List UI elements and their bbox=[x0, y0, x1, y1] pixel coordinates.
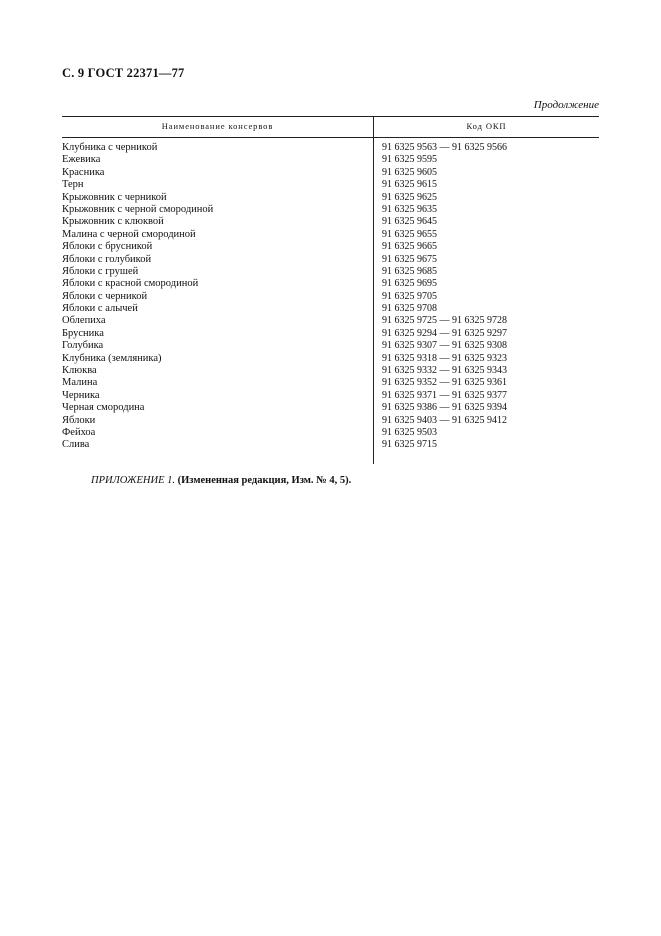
product-name-cell: Яблоки с грушей bbox=[62, 265, 139, 277]
okp-code-cell: 91 6325 9332 — 91 6325 9343 bbox=[382, 365, 507, 377]
product-name-cell: Ежевика bbox=[62, 154, 101, 166]
table-row bbox=[62, 427, 599, 439]
product-name-cell: Красника bbox=[62, 166, 105, 178]
product-name-cell: Крыжовник с черникой bbox=[62, 191, 167, 203]
table-row bbox=[62, 340, 599, 352]
okp-code-cell: 91 6325 9294 — 91 6325 9297 bbox=[382, 327, 507, 339]
okp-code-cell: 91 6325 9371 — 91 6325 9377 bbox=[382, 389, 507, 401]
table-row bbox=[62, 353, 599, 365]
column-header-name: Наименование консервов bbox=[161, 121, 274, 131]
product-name-cell: Голубика bbox=[62, 340, 104, 352]
okp-code-cell: 91 6325 9625 bbox=[382, 191, 437, 203]
okp-code-cell: 91 6325 9705 bbox=[382, 290, 437, 302]
okp-code-cell: 91 6325 9386 — 91 6325 9394 bbox=[382, 402, 507, 414]
table-row bbox=[62, 365, 599, 377]
table-row bbox=[62, 390, 599, 402]
product-name-cell: Брусника bbox=[62, 327, 104, 339]
product-name-cell: Клубника с черникой bbox=[62, 142, 158, 153]
product-name-cell: Яблоки с красной смородиной bbox=[62, 278, 199, 290]
table-row bbox=[62, 278, 599, 290]
okp-code-cell: 91 6325 9318 — 91 6325 9323 bbox=[382, 352, 507, 364]
table-row bbox=[62, 254, 599, 266]
table-header-rule bbox=[62, 137, 599, 138]
table-row bbox=[62, 315, 599, 327]
table-row bbox=[62, 291, 599, 303]
product-name-cell: Яблоки с алычей bbox=[62, 303, 138, 315]
okp-code-cell: 91 6325 9615 bbox=[382, 179, 437, 191]
table-row bbox=[62, 142, 599, 154]
table-row bbox=[62, 192, 599, 204]
product-name-cell: Яблоки с брусникой bbox=[62, 241, 153, 253]
product-name-cell: Клюква bbox=[62, 365, 97, 377]
table-row bbox=[62, 204, 599, 216]
product-name-cell: Слива bbox=[62, 439, 90, 451]
product-name-cell: Черная смородина bbox=[62, 402, 145, 414]
okp-code-cell: 91 6325 9307 — 91 6325 9308 bbox=[382, 340, 507, 352]
product-name-cell: Малина с черной смородиной bbox=[62, 228, 196, 240]
okp-code-cell: 91 6325 9563 — 91 6325 9566 bbox=[382, 142, 507, 153]
table-row bbox=[62, 266, 599, 278]
page-header: С. 9 ГОСТ 22371—77 bbox=[62, 66, 185, 80]
okp-code-cell: 91 6325 9708 bbox=[382, 303, 437, 315]
table-row bbox=[62, 303, 599, 315]
product-name-cell: Яблоки с голубикой bbox=[62, 253, 152, 265]
table-body bbox=[62, 142, 599, 452]
okp-code-cell: 91 6325 9715 bbox=[382, 439, 437, 451]
okp-code-cell: 91 6325 9685 bbox=[382, 265, 437, 277]
okp-code-cell: 91 6325 9503 bbox=[382, 426, 437, 438]
okp-code-cell: 91 6325 9595 bbox=[382, 154, 437, 166]
product-name-cell: Яблоки с черникой bbox=[62, 290, 148, 302]
product-name-cell: Крыжовник с клюквой bbox=[62, 216, 164, 228]
continuation-label: Продолжение bbox=[533, 99, 599, 111]
table-row bbox=[62, 328, 599, 340]
product-name-cell: Клубника (земляника) bbox=[62, 352, 162, 364]
column-header-code: Код ОКП bbox=[466, 121, 507, 131]
table-row bbox=[62, 415, 599, 427]
table-row bbox=[62, 439, 599, 451]
table-row bbox=[62, 241, 599, 253]
okp-code-cell: 91 6325 9695 bbox=[382, 278, 437, 290]
table-top-rule bbox=[62, 116, 599, 117]
product-name-cell: Облепиха bbox=[62, 315, 106, 327]
product-name-cell: Крыжовник с черной смородиной bbox=[62, 203, 214, 215]
okp-code-cell: 91 6325 9655 bbox=[382, 228, 437, 240]
table-row bbox=[62, 402, 599, 414]
appendix-note bbox=[91, 475, 351, 486]
okp-code-cell: 91 6325 9675 bbox=[382, 253, 437, 265]
okp-code-cell: 91 6325 9352 — 91 6325 9361 bbox=[382, 377, 507, 389]
table-row bbox=[62, 229, 599, 241]
okp-code-cell: 91 6325 9635 bbox=[382, 203, 437, 215]
okp-code-cell: 91 6325 9605 bbox=[382, 166, 437, 178]
okp-code-cell: 91 6325 9725 — 91 6325 9728 bbox=[382, 315, 507, 327]
table-row bbox=[62, 377, 599, 389]
product-name-cell: Черника bbox=[62, 389, 100, 401]
table-row bbox=[62, 179, 599, 191]
product-name-cell: Терн bbox=[62, 179, 84, 191]
okp-code-cell: 91 6325 9645 bbox=[382, 216, 437, 228]
table-row bbox=[62, 216, 599, 228]
product-name-cell: Яблоки bbox=[62, 414, 96, 426]
product-name-cell: Фейхоа bbox=[62, 426, 96, 438]
appendix-note-text: (Измененная редакция, Изм. № 4, 5). bbox=[177, 475, 352, 486]
okp-code-cell: 91 6325 9665 bbox=[382, 241, 437, 253]
okp-code-cell: 91 6325 9403 — 91 6325 9412 bbox=[382, 414, 507, 426]
appendix-note-label: ПРИЛОЖЕНИЕ 1. bbox=[91, 475, 175, 486]
product-name-cell: Малина bbox=[62, 377, 98, 389]
table-row bbox=[62, 154, 599, 166]
table-row bbox=[62, 167, 599, 179]
